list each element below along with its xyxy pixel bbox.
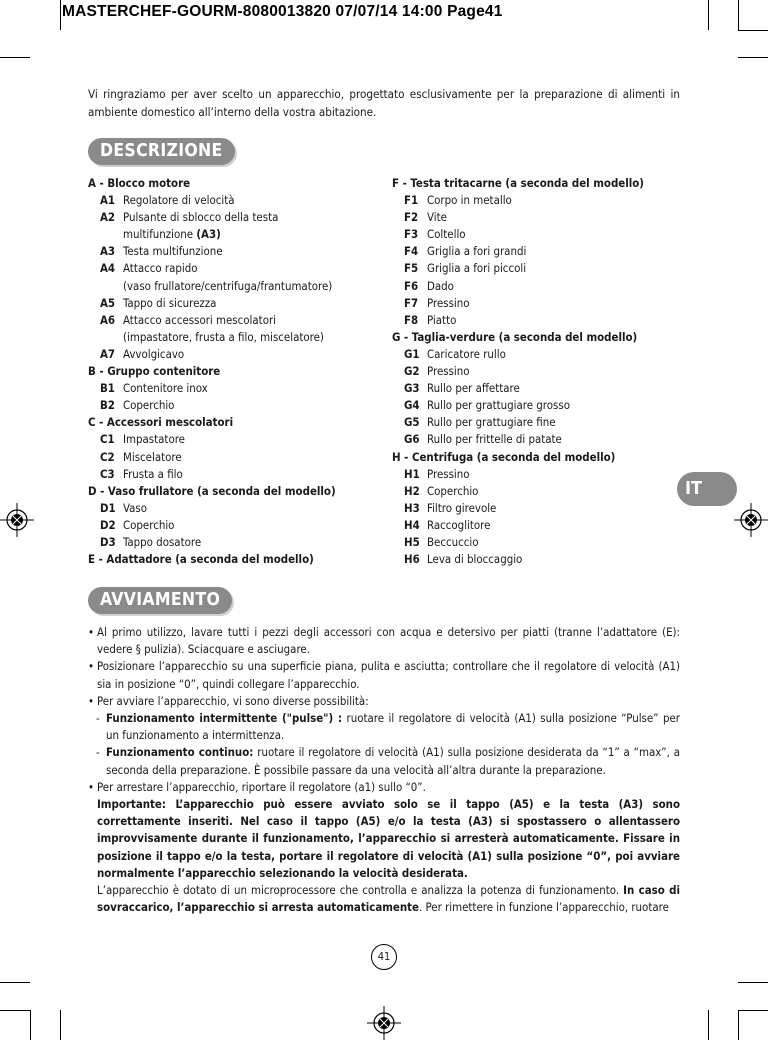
dash-item: - Funzionamento intermittente ("pulse") : ruotare il regolatore di velocità (A1) sulla posizione “Pulse” per un funzionamento a intermittenza. bbox=[88, 710, 680, 744]
bullet-item: • Per avviare l’apparecchio, vi sono diverse possibilità: bbox=[88, 693, 680, 710]
list-item: H1 Pressino bbox=[404, 466, 470, 481]
page-number: 41 bbox=[371, 944, 397, 970]
registration-mark-icon bbox=[0, 503, 34, 537]
list-item: F7 Pressino bbox=[404, 295, 470, 310]
crop-mark bbox=[60, 0, 61, 30]
group-heading: H - Centrifuga (a seconda del modello) bbox=[392, 449, 616, 464]
list-item: F4 Griglia a fori grandi bbox=[404, 244, 527, 259]
list-item: A5 Tappo di sicurezza bbox=[100, 295, 217, 310]
list-item: G1 Caricatore rullo bbox=[404, 346, 506, 361]
group-heading: C - Accessori mescolatori bbox=[88, 415, 234, 430]
list-item: A4 Attacco rapido bbox=[100, 261, 198, 276]
crop-mark bbox=[0, 1010, 30, 1011]
crop-mark bbox=[708, 0, 709, 30]
section-heading-descrizione: DESCRIZIONE bbox=[88, 138, 235, 165]
list-item: D1 Vaso bbox=[100, 500, 148, 515]
list-item-continuation: (vaso frullatore/centrifuga/frantumatore) bbox=[123, 278, 333, 293]
important-note: Importante: L’apparecchio può essere avviato solo se il tappo (A5) e la testa (A3) sono correttamente inseriti. Nel caso il tappo (A5) e/o la testa (A3) si spostassero o allentassero improvvisamente durante il funzionamento, l’apparecchio si arresterà automaticamente. Fissare in posizione il tappo e/o la testa, portare il regolatore di velocità (A1) sulla posizione “0”, poi avviare normalmente l’apparecchio selezionando la velocità desiderata. bbox=[97, 797, 680, 880]
bullet-item: • Per arrestare l’apparecchio, riportare il regolatore (a1) sullo “0”. bbox=[88, 779, 680, 796]
group-heading: A - Blocco motore bbox=[88, 176, 191, 190]
list-item: H6 Leva di bloccaggio bbox=[404, 552, 523, 567]
list-item: G6 Rullo per frittelle di patate bbox=[404, 432, 562, 447]
list-item: F2 Vite bbox=[404, 210, 447, 225]
list-item: B1 Contenitore inox bbox=[100, 381, 208, 396]
print-slug: MASTERCHEF-GOURM-8080013820 07/07/14 14:00 Page41 bbox=[62, 3, 503, 20]
microprocessor-note: L’apparecchio è dotato di un microprocessore che controlla e analizza la potenza di funzionamento. In caso di sovraccarico, l’apparecchio si arresta automaticamente. Per rimettere in funzione l’apparecchio, ruotare bbox=[97, 883, 680, 915]
list-item: H5 Beccuccio bbox=[404, 534, 479, 549]
crop-mark bbox=[738, 1010, 739, 1040]
list-item: D3 Tappo dosatore bbox=[100, 534, 202, 549]
language-tab: IT bbox=[677, 472, 737, 506]
bullet-item: • Posizionare l’apparecchio su una superficie piana, pulita e asciutta; controllare che il regolatore di velocità (A1) sia in posizione “0”, quindi collegare l’apparecchio. bbox=[88, 658, 680, 692]
crop-mark bbox=[738, 57, 768, 58]
group-heading: B - Gruppo contenitore bbox=[88, 364, 221, 379]
list-item: G4 Rullo per grattugiare grosso bbox=[404, 398, 570, 413]
list-item-continuation: (impastatore, frusta a filo, miscelatore) bbox=[123, 329, 324, 344]
list-item: A1 Regolatore di velocità bbox=[100, 193, 235, 208]
parts-list-right bbox=[392, 175, 644, 568]
crop-mark bbox=[60, 1010, 61, 1040]
list-item: H3 Filtro girevole bbox=[404, 500, 497, 515]
list-item: F5 Griglia a fori piccoli bbox=[404, 261, 527, 276]
list-item: F6 Dado bbox=[404, 278, 454, 293]
list-item: A6 Attacco accessori mescolatori bbox=[100, 312, 277, 327]
crop-mark bbox=[708, 1010, 709, 1040]
registration-mark-icon bbox=[367, 1006, 401, 1040]
list-item: A3 Testa multifunzione bbox=[100, 244, 223, 259]
crop-mark bbox=[0, 57, 30, 58]
group-heading: E - Adattadore (a seconda del modello) bbox=[88, 552, 314, 567]
crop-mark bbox=[738, 1010, 768, 1011]
list-item-continuation: multifunzione (A3) bbox=[123, 227, 221, 242]
list-item: F1 Corpo in metallo bbox=[404, 193, 512, 208]
list-item: C3 Frusta a filo bbox=[100, 466, 183, 481]
list-item: G5 Rullo per grattugiare fine bbox=[404, 415, 556, 430]
bullet-item: • Al primo utilizzo, lavare tutti i pezzi degli accessori con acqua e detersivo per piatti (tranne l’adattatore (E): vedere § pulizia). Sciacquare e asciugare. bbox=[88, 624, 680, 658]
list-item: C2 Miscelatore bbox=[100, 449, 182, 464]
parts-list-left bbox=[88, 175, 336, 568]
crop-mark bbox=[0, 982, 30, 983]
list-item: B2 Coperchio bbox=[100, 398, 175, 413]
list-item: A2 Pulsante di sblocco della testa bbox=[100, 210, 279, 225]
group-heading: D - Vaso frullatore (a seconda del modello) bbox=[88, 483, 336, 498]
list-item: F8 Piatto bbox=[404, 312, 457, 327]
group-heading: F - Testa tritacarne (a seconda del modello) bbox=[392, 176, 644, 190]
list-item: H2 Coperchio bbox=[404, 483, 479, 498]
list-item: H4 Raccoglitore bbox=[404, 517, 491, 532]
list-item: C1 Impastatore bbox=[100, 432, 185, 447]
section-heading-avviamento: AVVIAMENTO bbox=[88, 587, 232, 614]
list-item: G2 Pressino bbox=[404, 364, 470, 379]
avviamento-body bbox=[88, 624, 680, 916]
group-heading: G - Taglia-verdure (a seconda del modello) bbox=[392, 329, 638, 344]
dash-item: - Funzionamento continuo: ruotare il regolatore di velocità (A1) sulla posizione desiderata da “1” a “max”, a seconda della preparazione. È possibile passare da una velocità all’altra durante la preparazione. bbox=[88, 744, 680, 778]
list-item: D2 Coperchio bbox=[100, 517, 175, 532]
list-item: F3 Coltello bbox=[404, 227, 466, 242]
crop-mark bbox=[738, 30, 768, 31]
intro-paragraph: Vi ringraziamo per aver scelto un apparecchio, progettato esclusivamente per la preparazione di alimenti in ambiente domestico all’interno della vostra abitazione. bbox=[88, 87, 680, 119]
crop-mark bbox=[30, 1010, 31, 1040]
list-item: A7 Avvolgicavo bbox=[100, 346, 185, 361]
crop-mark bbox=[738, 0, 739, 30]
list-item: G3 Rullo per affettare bbox=[404, 381, 520, 396]
registration-mark-icon bbox=[734, 503, 768, 537]
crop-mark bbox=[738, 982, 768, 983]
